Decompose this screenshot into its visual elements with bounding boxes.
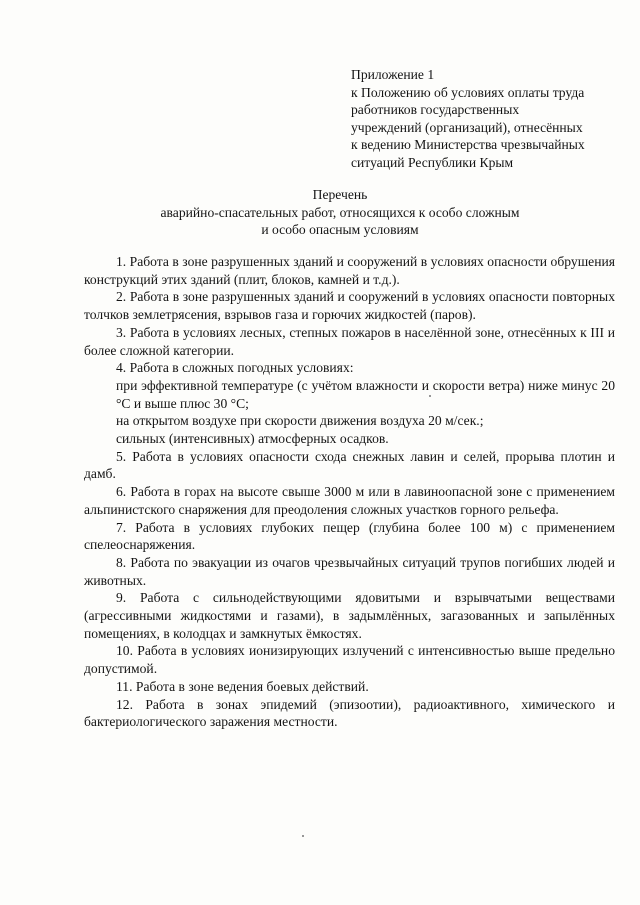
list-item: 7. Работа в условиях глубоких пещер (глубина более 100 м) с применением спелеоснаряжения. bbox=[84, 519, 615, 553]
document-title bbox=[110, 186, 570, 239]
list-item: 2. Работа в зоне разрушенных зданий и сооружений в условиях опасности повторных толчков землетрясения, взрывов газа и горючих жидкостей (паров). bbox=[84, 289, 615, 323]
appendix-header bbox=[351, 66, 626, 172]
works-list bbox=[84, 253, 615, 731]
list-item: 8. Работа по эвакуации из очагов чрезвычайных ситуаций трупов погибших людей и животных. bbox=[84, 554, 615, 588]
list-item: 5. Работа в условиях опасности схода снежных лавин и селей, прорыва плотин и дамб. bbox=[84, 448, 615, 482]
list-item: 3. Работа в условиях лесных, степных пожаров в населённой зоне, отнесённых к III и более сложной категории. bbox=[84, 324, 615, 358]
list-item: 4. Работа в сложных погодных условиях: bbox=[116, 360, 354, 376]
scan-speck bbox=[429, 395, 431, 397]
list-subitem: сильных (интенсивных) атмосферных осадков. bbox=[116, 431, 389, 447]
list-subitem: на открытом воздухе при скорости движения воздуха 20 м/сек.; bbox=[116, 413, 484, 429]
list-item: 10. Работа в условиях ионизирующих излучений с интенсивностью выше предельно допустимой. bbox=[84, 643, 615, 677]
appendix-line: к Положению об условиях оплаты труда bbox=[351, 84, 585, 100]
list-item: 11. Работа в зоне ведения боевых действий. bbox=[116, 678, 369, 694]
appendix-line: работников государственных bbox=[351, 102, 520, 118]
appendix-line: ситуаций Республики Крым bbox=[351, 154, 514, 170]
appendix-line: учреждений (организаций), отнесённых bbox=[351, 119, 583, 135]
list-item: 1. Работа в зоне разрушенных зданий и сооружений в условиях опасности обрушения конструкций этих зданий (плит, блоков, камней и т.д.). bbox=[84, 254, 615, 287]
list-item: 6. Работа в горах на высоте свыше 3000 м или в лавиноопасной зоне с применением альпинистского снаряжения для преодоления сложных участков горного рельефа. bbox=[84, 484, 615, 517]
list-subitem: при эффективной температуре (с учётом влажности и скорости ветра) ниже минус 20 °С и выше плюс 30 °С; bbox=[116, 377, 615, 411]
list-item: 12. Работа в зонах эпидемий (эпизоотии), радиоактивного, химического и бактериологического заражения местности. bbox=[84, 696, 615, 730]
title-line-3: и особо опасным условиям bbox=[261, 222, 419, 237]
title-line-2: аварийно-спасательных работ, относящихся к особо сложным bbox=[160, 204, 520, 220]
title-line-1: Перечень bbox=[312, 187, 368, 202]
list-item: 9. Работа с сильнодействующими ядовитыми и взрывчатыми веществами (агрессивными жидкостями и газами), в задымлённых, загазованных и запылённых помещениях, в колодцах и замкнутых ёмкостях. bbox=[84, 590, 615, 641]
scan-speck bbox=[302, 835, 304, 837]
appendix-line: к ведению Министерства чрезвычайных bbox=[351, 137, 585, 153]
appendix-line: Приложение 1 bbox=[351, 67, 435, 82]
